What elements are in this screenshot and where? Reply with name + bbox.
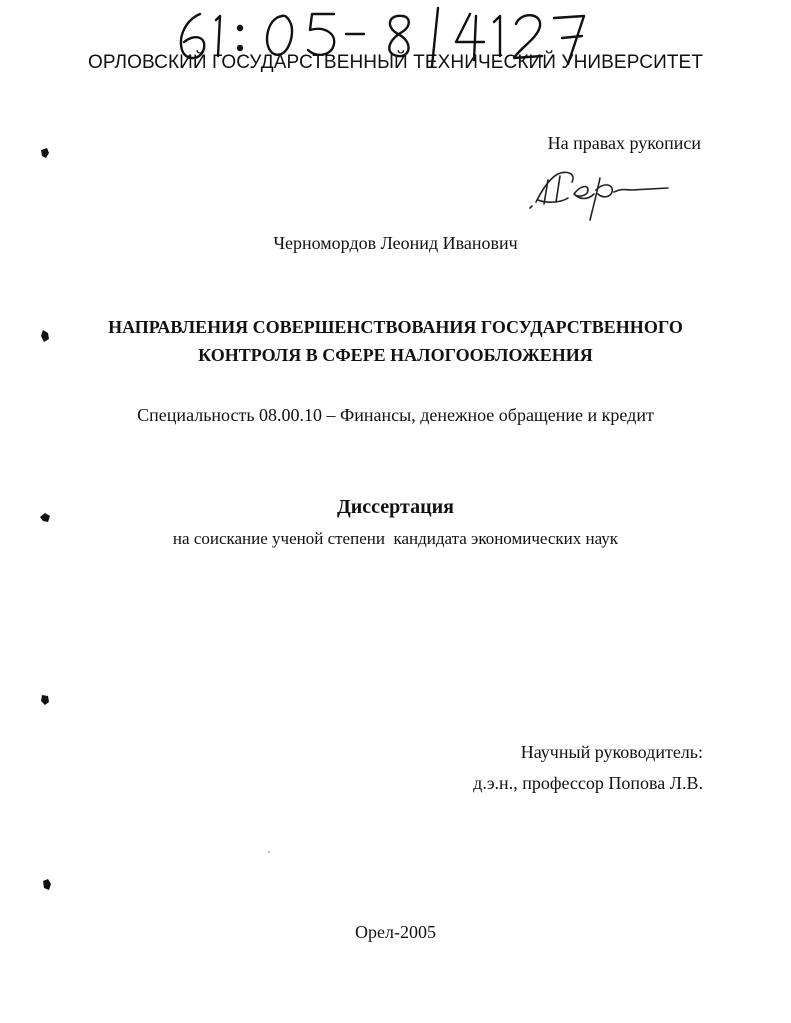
- city-year: Орел-2005: [355, 922, 436, 942]
- scan-mark-icon: [40, 147, 50, 159]
- manuscript-rights-note: На правах рукописи: [547, 133, 701, 153]
- scan-mark-icon: [40, 512, 50, 524]
- title-line-1: НАПРАВЛЕНИЯ СОВЕРШЕНСТВОВАНИЯ ГОСУДАРСТВЕННОГО: [108, 317, 683, 337]
- scan-mark-icon: [40, 694, 50, 706]
- document-type-heading: Диссертация: [337, 496, 454, 518]
- university-name: ОРЛОВСКИЙ ГОСУДАРСТВЕННЫЙ ТЕХНИЧЕСКИЙ УНИВЕРСИТЕТ: [87, 52, 704, 73]
- specialty-line: Специальность 08.00.10 – Финансы, денежное обращение и кредит: [137, 405, 654, 425]
- supervisor-label: Научный руководитель:: [520, 742, 703, 762]
- dissertation-title: [0, 313, 791, 369]
- title-line-2: КОНТРОЛЯ В СФЕРЕ НАЛОГООБЛОЖЕНИЯ: [198, 345, 593, 365]
- degree-line: на соискание ученой степени кандидата экономических наук: [172, 529, 619, 548]
- scan-mark-icon: [40, 330, 50, 342]
- scan-speck: [268, 851, 270, 853]
- supervisor-name: д.э.н., профессор Попова Л.В.: [473, 773, 703, 793]
- author-signature: [528, 160, 673, 230]
- scan-mark-icon: [42, 879, 52, 891]
- author-name: Черномордов Леонид Иванович: [273, 233, 518, 253]
